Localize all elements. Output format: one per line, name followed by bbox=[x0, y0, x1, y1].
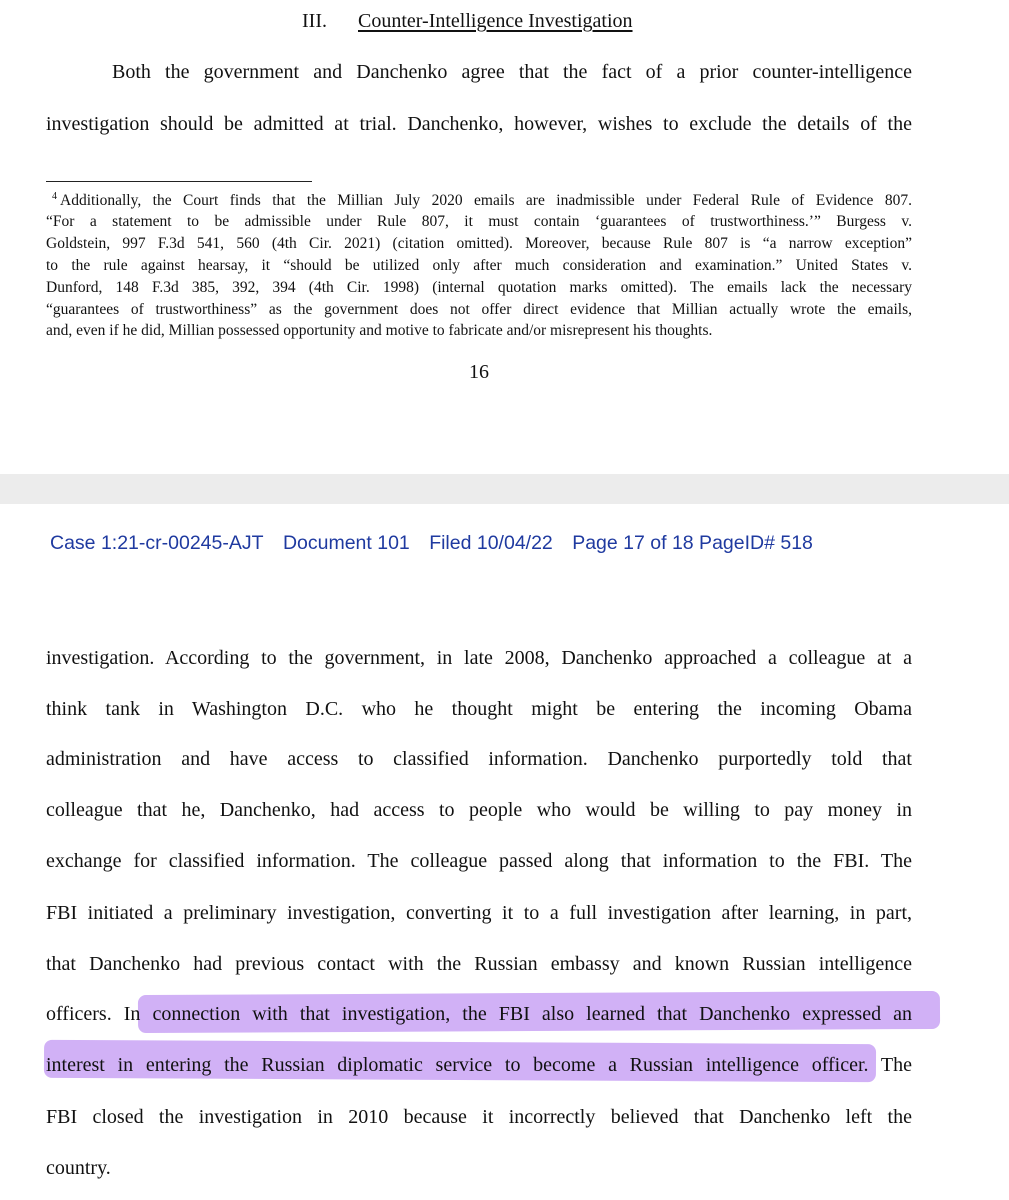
document-page-16 bbox=[0, 0, 1009, 474]
paragraph-line: investigation should be admitted at trial. Danchenko, however, wishes to exclude the details of the bbox=[46, 113, 912, 135]
footnote-line: and, even if he did, Millian possessed opportunity and motive to fabricate and/or misrepresent his thoughts. bbox=[46, 322, 713, 339]
paragraph-line-highlighted: interest in entering the Russian diplomatic service to become a Russian intelligence officer. The bbox=[46, 1054, 912, 1076]
paragraph-line: Both the government and Danchenko agree that the fact of a prior counter-intelligence bbox=[112, 61, 912, 83]
footnote-line: “guarantees of trustworthiness” as the government does not offer direct evidence that Millian actually wrote the emails, bbox=[46, 301, 912, 318]
paragraph-line: administration and have access to classified information. Danchenko purportedly told that bbox=[46, 748, 912, 770]
filed-date: Filed 10/04/22 bbox=[429, 532, 553, 554]
footnote-line: Dunford, 148 F.3d 385, 392, 394 (4th Cir. 1998) (internal quotation marks omitted). The emails lack the necessary bbox=[46, 279, 912, 296]
paragraph-line: FBI initiated a preliminary investigation, converting it to a full investigation after learning, in part, bbox=[46, 902, 912, 924]
section-heading bbox=[302, 10, 633, 33]
section-number: III. bbox=[302, 10, 327, 32]
paragraph-line: investigation. According to the government, in late 2008, Danchenko approached a colleague at a bbox=[46, 647, 912, 669]
footnote-marker: 4 bbox=[52, 191, 57, 202]
paragraph-line: think tank in Washington D.C. who he thought might be entering the incoming Obama bbox=[46, 698, 912, 720]
footnote-line: Goldstein, 997 F.3d 541, 560 (4th Cir. 2021) (citation omitted). Moreover, because Rule 807 is “a narrow exception” bbox=[46, 235, 912, 252]
footnote-divider bbox=[46, 181, 312, 182]
document-number: Document 101 bbox=[282, 532, 410, 554]
page-number: 16 bbox=[469, 361, 489, 383]
paragraph-line: exchange for classified information. The colleague passed along that information to the FBI. The bbox=[46, 850, 912, 872]
paragraph-line: colleague that he, Danchenko, had access to people who would be willing to pay money in bbox=[46, 799, 912, 821]
case-number: Case 1:21-cr-00245-AJT bbox=[50, 532, 264, 554]
footnote-line: to the rule against hearsay, it “should be utilized only after much consideration and examination.” United States v. bbox=[46, 257, 912, 274]
paragraph-line-highlighted: officers. In connection with that investigation, the FBI also learned that Danchenko expressed an bbox=[46, 1003, 912, 1025]
paragraph-line: country. bbox=[46, 1157, 111, 1179]
page-info: Page 17 of 18 PageID# 518 bbox=[572, 532, 813, 554]
case-header bbox=[50, 532, 827, 555]
section-title: Counter-Intelligence Investigation bbox=[358, 10, 633, 32]
paragraph-line: FBI closed the investigation in 2010 because it incorrectly believed that Danchenko left the bbox=[46, 1106, 912, 1128]
footnote-line: $^4$ Additionally, the Court finds that the Millian July 2020 emails are inadmissible under Federal Rule of Evidence 807. bbox=[52, 191, 912, 209]
page-separator bbox=[0, 474, 1009, 504]
paragraph-line: that Danchenko had previous contact with the Russian embassy and known Russian intelligence bbox=[46, 953, 912, 975]
footnote-line: “For a statement to be admissible under Rule 807, it must contain ‘guarantees of trustworthiness.’” Burgess v. bbox=[46, 213, 912, 230]
